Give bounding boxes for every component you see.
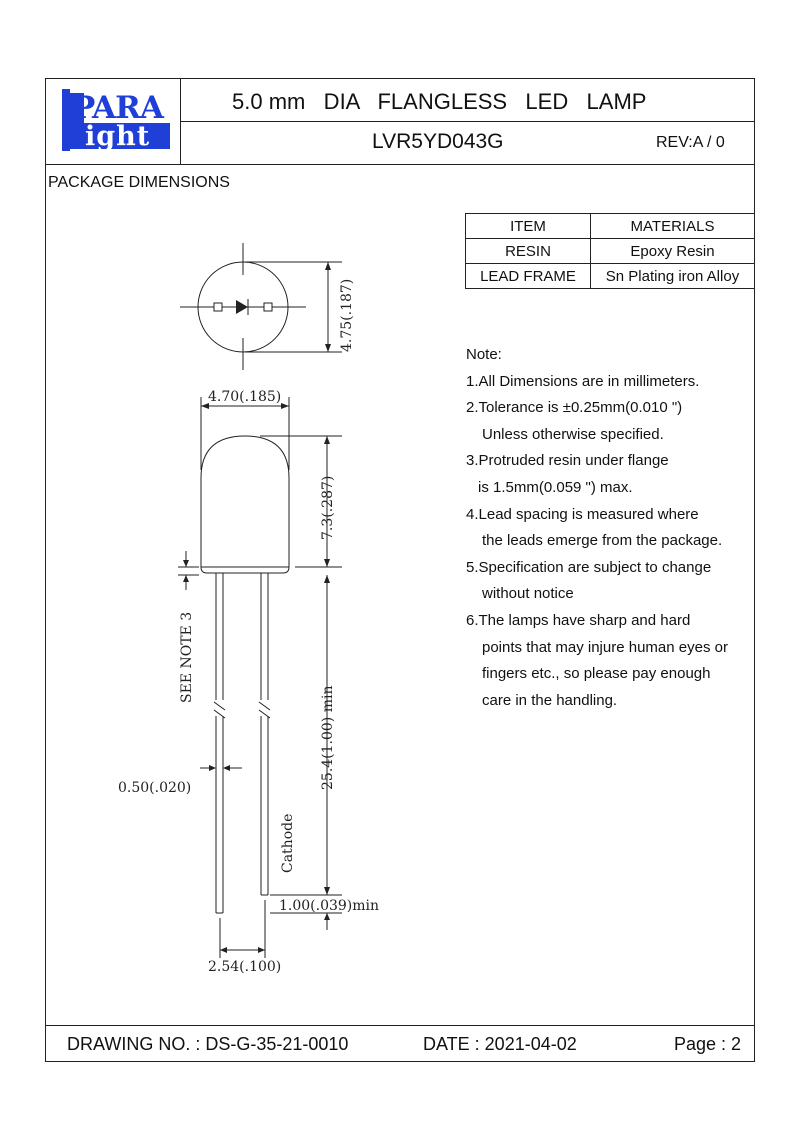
table-header-cell: ITEM	[466, 214, 591, 239]
diode-icon	[236, 300, 248, 314]
note-line: fingers etc., so please pay enough	[482, 665, 711, 683]
dim-width-label: 4.70(.185)	[208, 389, 282, 405]
note-line: is 1.5mm(0.059 ") max.	[478, 478, 633, 496]
lamp-body	[201, 436, 289, 567]
see-note-label: SEE NOTE 3	[179, 611, 195, 703]
drawing-number: DRAWING NO. : DS-G-35-21-0010	[67, 1034, 349, 1054]
note-line: the leads emerge from the package.	[482, 532, 723, 550]
section-title: PACKAGE DIMENSIONS	[48, 174, 230, 191]
note-line: 3.Protruded resin under flange	[466, 452, 669, 470]
notes-title: Note:	[466, 346, 502, 363]
note-line: 4.Lead spacing is measured where	[466, 505, 699, 523]
dim-lead-width-label: 0.50(.020)	[118, 780, 192, 796]
dim-lead-length-label: 25.4(1.00) min	[320, 685, 336, 790]
table-header-cell: MATERIALS	[591, 214, 755, 239]
table-cell: Epoxy Resin	[591, 239, 755, 264]
note-line: care in the handling.	[482, 691, 618, 709]
cathode-label: Cathode	[280, 813, 296, 873]
table-cell: LEAD FRAME	[466, 264, 591, 289]
logo-text-para: PARA	[72, 90, 163, 126]
note-line: without notice	[482, 585, 574, 603]
note-line: 1.All Dimensions are in millimeters.	[466, 372, 700, 390]
drawing-date: DATE : 2021-04-02	[423, 1034, 577, 1054]
note-line: points that may injure human eyes or	[482, 638, 728, 656]
note-line: 5.Specification are subject to change	[466, 558, 712, 576]
revision: REV:A / 0	[656, 134, 725, 151]
dim-spacing-label: 2.54(.100)	[208, 959, 282, 975]
logo-text-ight: ight	[85, 121, 151, 152]
table-cell: RESIN	[466, 239, 591, 264]
note-line: Unless otherwise specified.	[482, 425, 664, 443]
page-number: Page : 2	[674, 1034, 742, 1054]
dim-dome-label: 7.3(.287)	[320, 475, 336, 540]
note-line: 2.Tolerance is ±0.25mm(0.010 ")	[466, 399, 683, 417]
dim-height-label: 4.75(.187)	[339, 278, 355, 352]
note-line: 6.The lamps have sharp and hard	[466, 611, 691, 629]
document-title: 5.0 mm DIA FLANGLESS LED LAMP	[232, 89, 647, 114]
part-number: LVR5YD043G	[372, 130, 504, 153]
table-cell: Sn Plating iron Alloy	[591, 264, 755, 289]
dim-lead-gap-label: 1.00(.039)min	[279, 898, 380, 914]
